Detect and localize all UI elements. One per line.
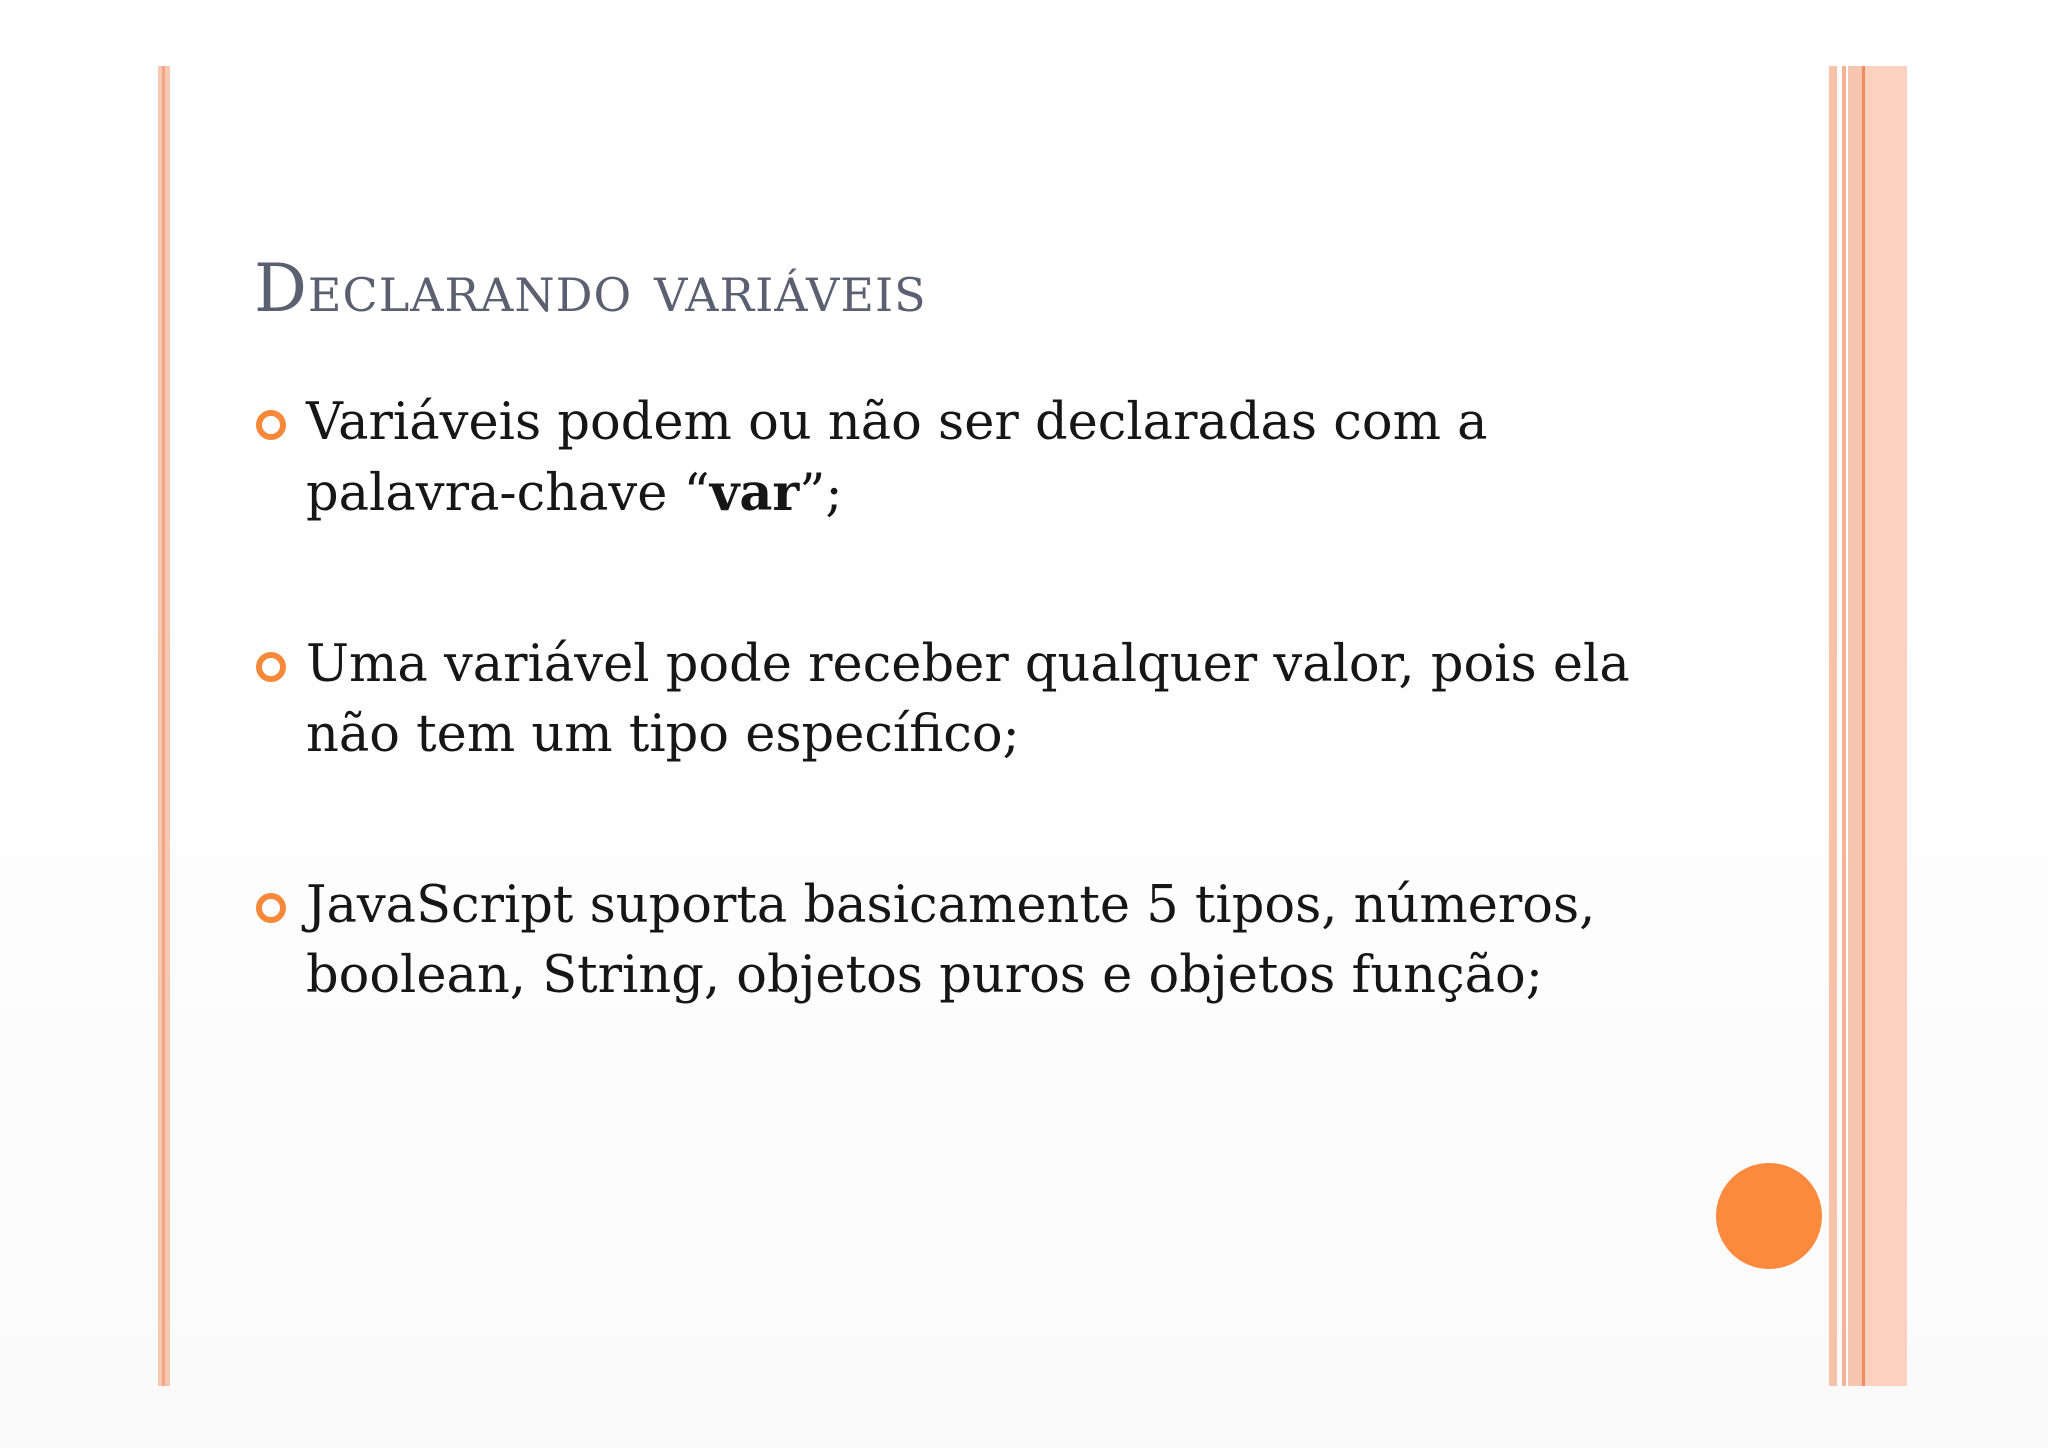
right-decorative-stripe	[1865, 66, 1907, 1386]
bullet-item	[254, 388, 1674, 529]
orange-ring-bullet-icon	[256, 893, 286, 923]
orange-ring-bullet-icon	[256, 410, 286, 440]
left-decorative-line	[162, 66, 165, 1386]
bullet-text: Uma variável pode receber qualquer valor, pois ela não tem um tipo específico;	[306, 635, 1630, 764]
bullet-item	[254, 871, 1674, 1011]
right-decorative-stripe	[1829, 66, 1837, 1386]
bullet-list	[254, 388, 1674, 1112]
orange-ring-bullet-icon	[256, 652, 286, 682]
bullet-text-part: ”;	[799, 464, 843, 523]
bullet-item	[254, 630, 1674, 770]
orange-circle-decoration	[1716, 1163, 1822, 1269]
right-decorative-stripe	[1848, 66, 1862, 1386]
bullet-text: JavaScript suporta basicamente 5 tipos, números, boolean, String, objetos puros e objetos função;	[306, 876, 1596, 1005]
keyword-var: var	[709, 463, 800, 523]
right-decorative-stripe	[1842, 66, 1846, 1386]
bullet-text	[306, 388, 1674, 529]
bullet-text-part: Variáveis podem ou não ser declaradas com a palavra-chave “	[306, 393, 1488, 523]
slide-title: Declarando variáveis	[254, 250, 927, 327]
